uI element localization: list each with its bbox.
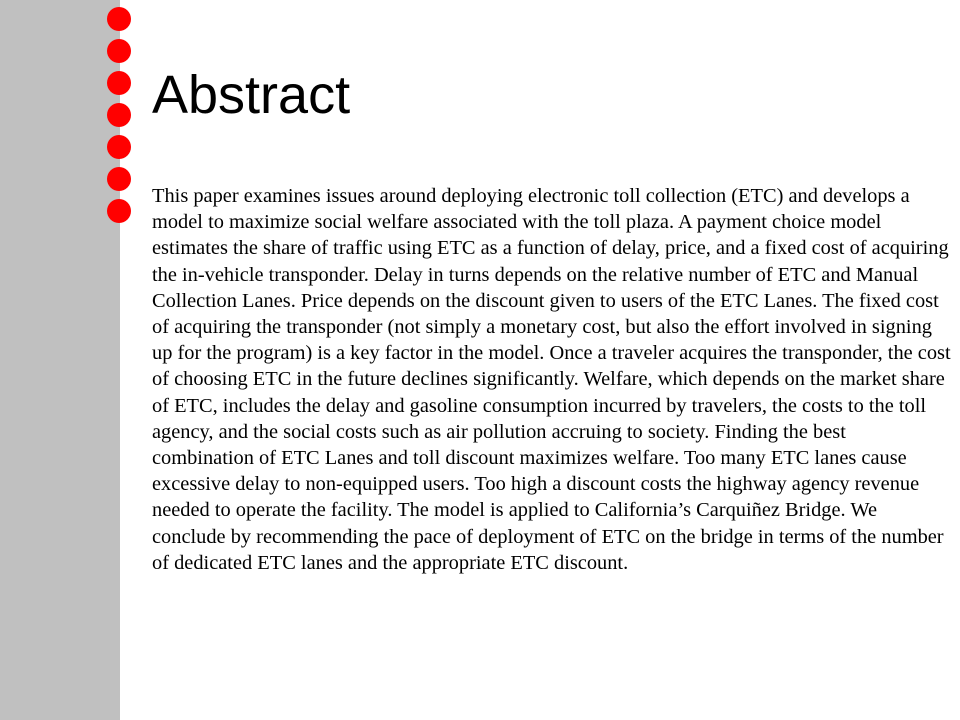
abstract-body-text: This paper examines issues around deploying electronic toll collection (ETC) and develops a model to maximize social welfare associated with the toll plaza. A payment choice model estimates the share of traffic using ETC as a function of delay, price, and a fixed cost of acquiring the in-vehicle transponder. Delay in turns depends on the relative number of ETC and Manual Collection Lanes. Price depends on the discount given to users of the ETC Lanes. The fixed cost of acquiring the transponder (not simply a monetary cost, but also the effort involved in signing up for the program) is a key factor in the model. Once a traveler acquires the transponder, the cost of choosing ETC in the future declines significantly. Welfare, which depends on the market share of ETC, includes the delay and gasoline consumption incurred by travelers, the costs to the toll agency, and the social costs such as air pollution accruing to society. Finding the best combination of ETC Lanes and toll discount maximizes welfare. Too many ETC lanes cause excessive delay to non-equipped users. Too high a discount costs the highway agency revenue needed to operate the facility. The model is applied to California’s Carquiñez Bridge. We conclude by recommending the pace of deployment of ETC on the bridge in terms of the number of dedicated ETC lanes and the appropriate ETC discount. — [152, 185, 951, 574]
left-sidebar-bar — [0, 0, 120, 720]
red-dot-icon — [107, 103, 131, 127]
decorative-dot-column — [107, 7, 131, 231]
red-dot-icon — [107, 167, 131, 191]
slide-title: Abstract — [152, 65, 351, 125]
red-dot-icon — [107, 135, 131, 159]
red-dot-icon — [107, 71, 131, 95]
red-dot-icon — [107, 199, 131, 223]
red-dot-icon — [107, 39, 131, 63]
red-dot-icon — [107, 7, 131, 31]
